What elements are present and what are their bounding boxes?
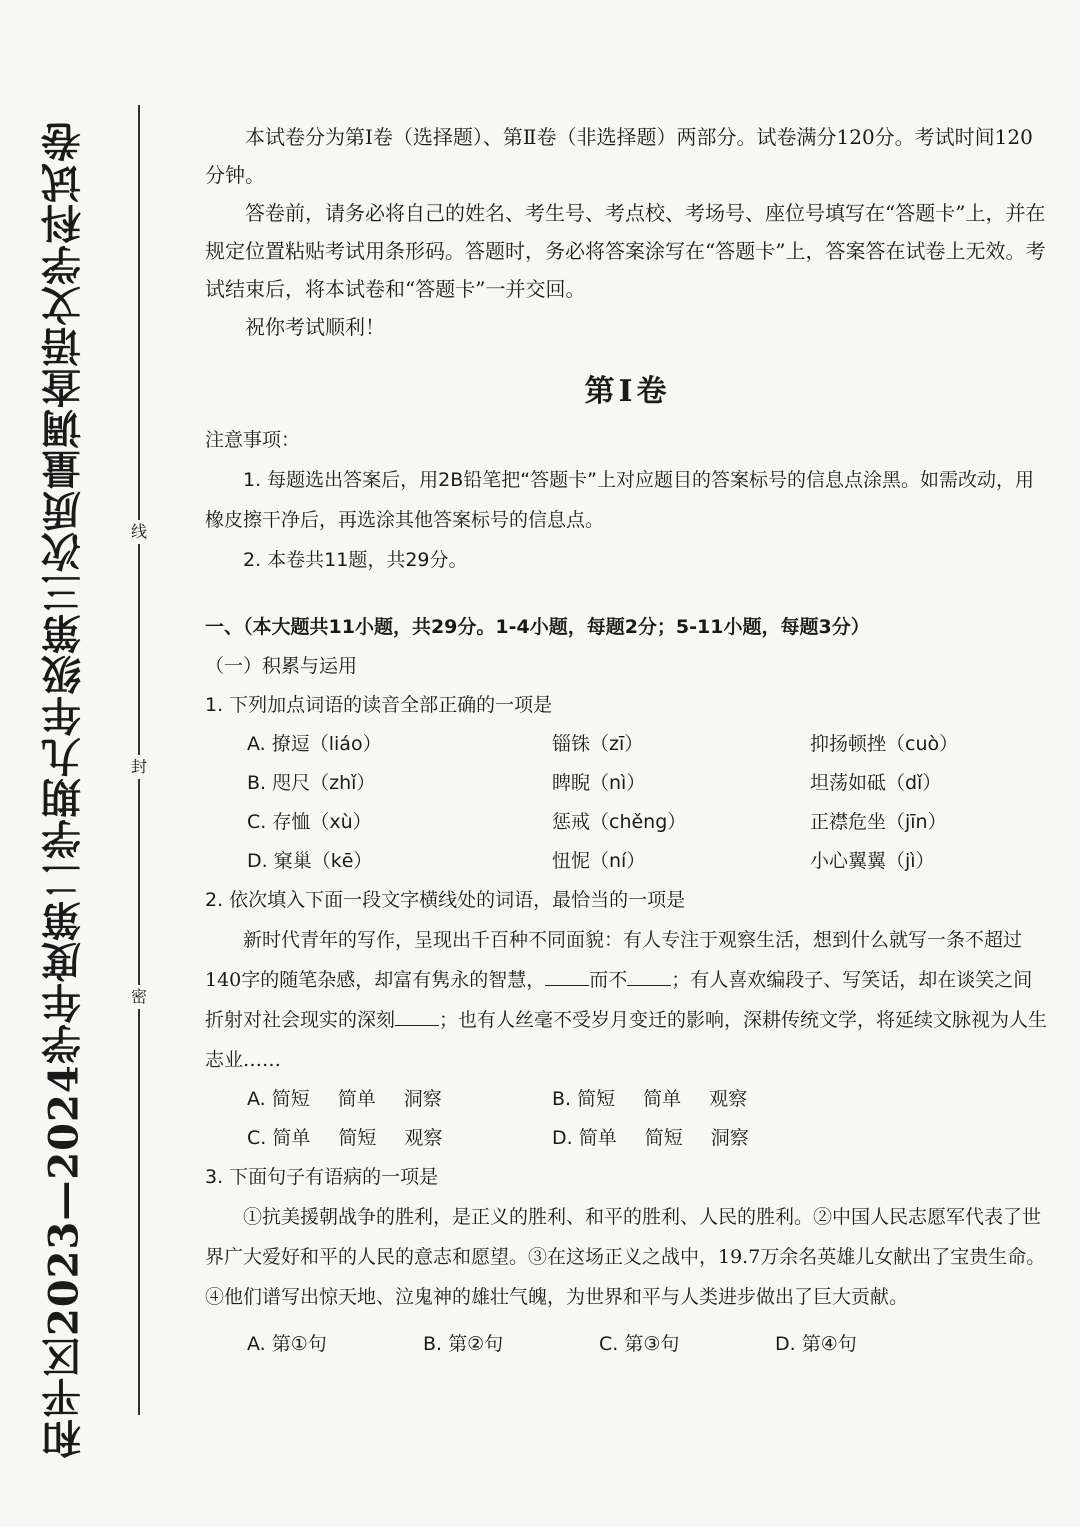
passage-text: 而不: [589, 969, 628, 991]
option-word: 简短: [338, 1127, 377, 1149]
note-item-2: 2. 本卷共11题，共29分。: [243, 549, 468, 571]
question-2-option-a: [247, 1080, 552, 1119]
option-word: D. 简单: [552, 1127, 617, 1149]
option-word: 忸怩（ní）: [552, 850, 646, 872]
option-word: 小心翼翼（jì）: [810, 850, 935, 872]
side-title: 和平区2023—2024学年度第二学期九年级第三次质量调查语文学科试卷: [40, 121, 88, 1459]
option-word: 正襟危坐（jīn）: [810, 811, 947, 833]
option-word: 简短: [644, 1127, 683, 1149]
option-word: 锱铢（zī）: [552, 733, 644, 755]
option-word: 观察: [709, 1088, 748, 1110]
intro-paragraph-2: 答卷前，请务必将自己的姓名、考生号、考点校、考场号、座位号填写在“答题卡”上，并在规定位置粘贴考试用条形码。答题时，务必将答案涂写在“答题卡”上，答案答在试卷上无效。考试结束后，将本试卷和“答题卡”一并交回。: [205, 201, 1046, 301]
question-2-passage: [205, 920, 1050, 1080]
intro-paragraph-3: 祝你考试顺利！: [245, 315, 385, 339]
option-word: 惩戒（chěng）: [552, 811, 687, 833]
question-3-option-b: B. 第②句: [423, 1333, 504, 1355]
passage-text: ；也有人丝毫不受岁月变迁的影响，深耕传统文学，将延续文脉视为人生志业……: [205, 1009, 1048, 1071]
option-word: C. 简单: [247, 1127, 311, 1149]
question-3-option-a: A. 第①句: [247, 1333, 327, 1355]
option-word: B. 简短: [552, 1088, 616, 1110]
blank-1: [545, 967, 589, 986]
question-3-options: [205, 1325, 1050, 1364]
question-1-option-d: [205, 842, 1050, 881]
option-word: A. 撩逗（liáo）: [247, 733, 382, 755]
option-word: D. 窠巢（kē）: [247, 850, 373, 872]
question-3-option-d: D. 第④句: [775, 1333, 857, 1355]
option-word: 洞察: [403, 1088, 442, 1110]
binding-mark-seal: 封: [124, 755, 154, 779]
binding-mark-secret: 密: [124, 985, 154, 1009]
option-word: 简单: [337, 1088, 376, 1110]
sub-heading: （一）积累与运用: [205, 655, 358, 677]
option-word: 洞察: [710, 1127, 749, 1149]
option-word: A. 简短: [247, 1088, 310, 1110]
notes-heading: 注意事项：: [205, 429, 301, 451]
option-word: 睥睨（nì）: [552, 772, 646, 794]
blank-2: [627, 967, 671, 986]
question-1-option-a: [205, 725, 1050, 764]
question-1-stem: 1. 下列加点词语的读音全部正确的一项是: [205, 694, 553, 716]
question-2-options-row-1: [205, 1080, 1050, 1119]
question-3-passage: ①抗美援朝战争的胜利，是正义的胜利、和平的胜利、人民的胜利。②中国人民志愿军代表了世界广大爱好和平的人民的意志和愿望。③在这场正义之战中，19.7万余名英雄儿女献出了宝贵生命。④他们谱写出惊天地、泣鬼神的雄壮气魄，为世界和平与人类进步做出了巨大贡献。: [205, 1206, 1046, 1308]
option-word: 坦荡如砥（dǐ）: [810, 772, 942, 794]
question-2-option-d: [552, 1119, 857, 1158]
blank-3: [395, 1007, 439, 1026]
option-word: C. 存恤（xù）: [247, 811, 372, 833]
exam-content: [205, 118, 1050, 1364]
volume-title: 第Ⅰ卷: [584, 374, 671, 409]
option-word: 观察: [404, 1127, 443, 1149]
option-word: 抑扬顿挫（cuò）: [810, 733, 959, 755]
question-2-stem: 2. 依次填入下面一段文字横线处的词语，最恰当的一项是: [205, 889, 686, 911]
binding-mark-line: 线: [124, 520, 154, 544]
question-2-option-b: [552, 1080, 857, 1119]
option-word: B. 咫尺（zhǐ）: [247, 772, 376, 794]
passage-text: ；有人喜欢编段子、写笑话，却在谈笑之间折射对社会现实的深刻: [205, 969, 1033, 1031]
question-3-stem: 3. 下面句子有语病的一项是: [205, 1166, 439, 1188]
intro-paragraph-1: 本试卷分为第Ⅰ卷（选择题）、第Ⅱ卷（非选择题）两部分。试卷满分120分。考试时间120分钟。: [205, 125, 1033, 187]
note-item-1: 1. 每题选出答案后，用2B铅笔把“答题卡”上对应题目的答案标号的信息点涂黑。如需改动，用橡皮擦干净后，再选涂其他答案标号的信息点。: [205, 469, 1034, 531]
question-2-options-row-2: [205, 1119, 1050, 1158]
question-1-option-c: [205, 803, 1050, 842]
passage-text: 新时代青年的写作，呈现出千百种不同面貌：有人专注于观察生活，想到什么就写一条不超过140字的随笔杂感，却富有隽永的智慧，: [205, 929, 1023, 991]
option-word: 简单: [643, 1088, 682, 1110]
section-heading: 一、（本大题共11小题，共29分。1-4小题，每题2分；5-11小题，每题3分）: [205, 616, 870, 638]
question-1-option-b: [205, 764, 1050, 803]
question-2-option-c: [247, 1119, 552, 1158]
question-3-option-c: C. 第③句: [599, 1333, 680, 1355]
